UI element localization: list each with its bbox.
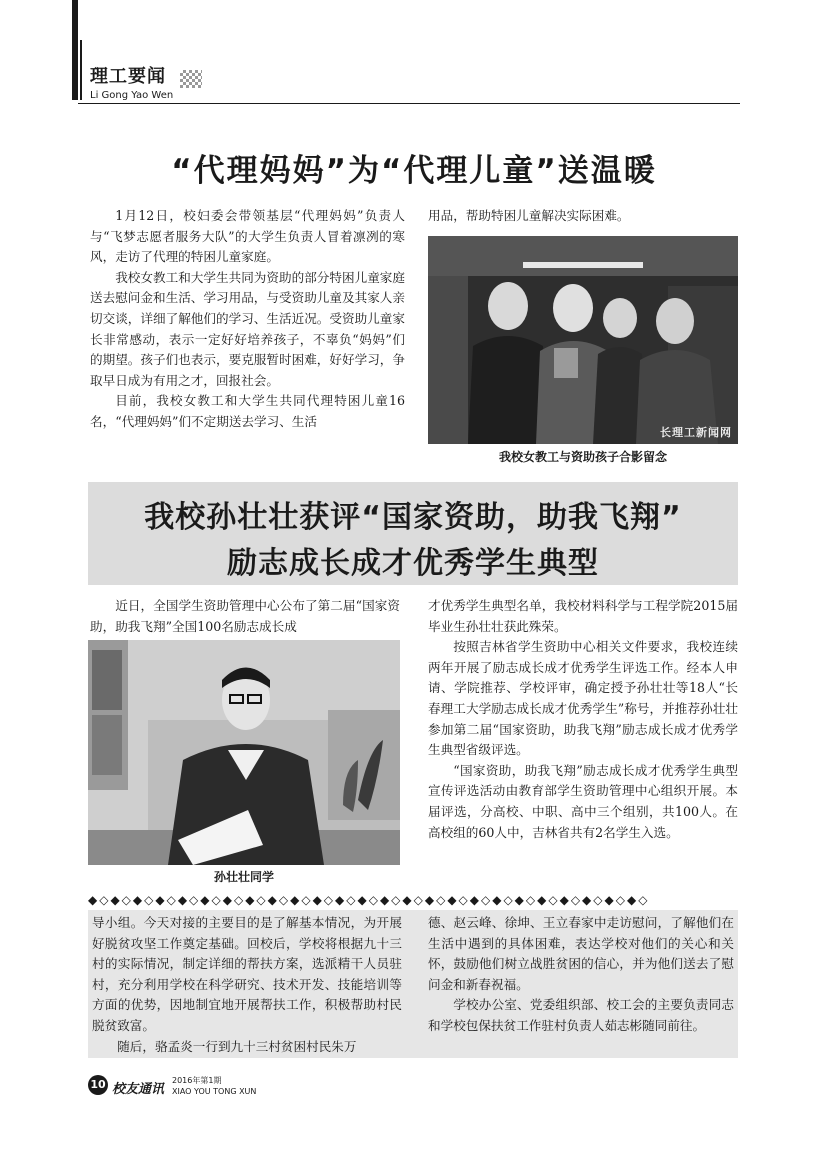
article2-photo-caption: 孙壮壮同学 xyxy=(213,870,274,884)
article2-right-column xyxy=(428,596,738,843)
header-rule xyxy=(78,103,740,104)
article1-left-column xyxy=(90,206,405,433)
article1-title: “代理妈妈”为“代理儿童”送温暖 xyxy=(171,153,657,189)
diamond-divider: ◆◇◆◇◆◇◆◇◆◇◆◇◆◇◆◇◆◇◆◇◆◇◆◇◆◇◆◇◆◇◆◇◆◇◆◇◆◇◆◇◆◇◆◇◆◇◆◇◆◇ xyxy=(88,893,650,907)
header-bar xyxy=(72,0,78,100)
article2-paragraph-3: “国家资助，助我飞翔”励志成长成才优秀学生典型宣传评选活动由教育部学生资助管理中心组织开展。本届评选，分高校、中职、高中三个组别，共100人。在高校组的60人中，吉林省共有2名学生入选。 xyxy=(428,762,738,840)
photo-watermark: 长理工新闻网 xyxy=(660,426,732,439)
article2-title-line1: 我校孙壮壮获评“国家资助，助我飞翔” xyxy=(144,500,682,535)
article2-paragraph-1: 才优秀学生典型名单，我校材料科学与工程学院2015届毕业生孙壮壮获此殊荣。 xyxy=(428,598,738,634)
group-photo-image xyxy=(428,236,738,444)
article1-photo-caption: 我校女教工与资助孩子合影留念 xyxy=(498,450,667,464)
page-number: 10 xyxy=(88,1075,108,1095)
issue-label: 2016年第1期 xyxy=(172,1076,222,1085)
article1-paragraph-2: 我校女教工和大学生共同为资助的部分特困儿童家庭送去慰问金和生活、学习用品，与受资助儿童及其家人亲切交谈，详细了解他们的学习、生活近况。受资助儿童家长非常感动，表示一定好好培养孩子，不辜负“妈妈”们的期望。孩子们也表示，要克服暂时困难，好好学习，争取早日成为有用之才，回报社会。 xyxy=(90,269,405,388)
student-portrait-image xyxy=(88,640,400,865)
article1-photo xyxy=(428,236,738,444)
article3-paragraph-2: 随后，骆孟炎一行到九十三村贫困村民朱万 xyxy=(117,1038,357,1054)
article2-intro: 近日，全国学生资助管理中心公布了第二届“国家资助，助我飞翔”全国100名励志成长成 xyxy=(90,598,400,634)
article3-paragraph-3: 德、赵云峰、徐坤、王立春家中走访慰问，了解他们在生活中遇到的具体困难，表达学校对他们的关心和关怀，鼓励他们树立战胜贫困的信心，并为他们送去了慰问金和新春祝福。 xyxy=(428,915,734,992)
section-title: 理工要闻 xyxy=(90,66,166,87)
article1-paragraph-3: 目前，我校女教工和大学生共同代理特困儿童16名，“代理妈妈”们不定期送去学习、生活 xyxy=(90,393,405,429)
article3-paragraph-4: 学校办公室、党委组织部、校工会的主要负责同志和学校包保扶贫工作驻村负责人茹志彬随同前往。 xyxy=(428,997,734,1033)
checker-pattern-icon xyxy=(180,70,202,88)
article1-right-column xyxy=(428,206,738,227)
article2-paragraph-2: 按照吉林省学生资助中心相关文件要求，我校连续两年开展了励志成长成才优秀学生评选工作。经本人申请、学院推荐、学校评审，确定授予孙壮壮等18人“长春理工大学励志成长成才优秀学生”称号，并推荐孙壮壮参加第二届“国家资助，助我飞翔”励志成长成才优秀学生典型省级评选。 xyxy=(428,639,738,758)
article1-paragraph-1: 1月12日，校妇委会带领基层“代理妈妈”负责人与“飞梦志愿者服务大队”的大学生负责人冒着凛冽的寒风，走访了代理的特困儿童家庭。 xyxy=(90,208,405,265)
magazine-title: 校友通讯 xyxy=(112,1082,165,1097)
article3-paragraph-1: 导小组。今天对接的主要目的是了解基本情况，为开展好脱贫攻坚工作奠定基础。回校后，学校将根据九十三村的实际情况，制定详细的帮扶方案，选派精干人员驻村，充分利用学校在科学研究、技术开发、技能培训等方面的优势，因地制宜地开展帮扶工作，积极帮助村民脱贫致富。 xyxy=(92,915,402,1033)
section-pinyin: Li Gong Yao Wen xyxy=(90,90,174,101)
article3-left-column xyxy=(92,913,402,1057)
article3-right-column xyxy=(428,913,734,1037)
article2-title-line2: 励志成长成才优秀学生典型 xyxy=(227,546,599,581)
article2-photo xyxy=(88,640,400,865)
article2-left-column xyxy=(90,596,400,637)
article1-continuation: 用品，帮助特困儿童解决实际困难。 xyxy=(428,208,630,223)
magazine-pinyin: XIAO YOU TONG XUN xyxy=(172,1087,257,1096)
header-bar-thin xyxy=(80,40,82,100)
